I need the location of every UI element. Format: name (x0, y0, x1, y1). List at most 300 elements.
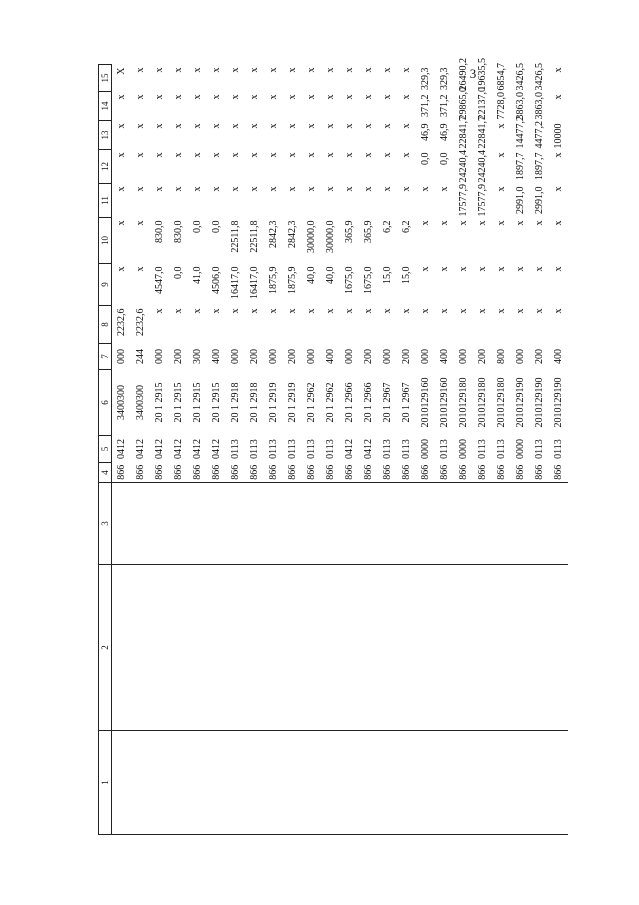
cell-col-14: x (134, 94, 146, 100)
cell-col-14: x (400, 94, 412, 100)
cell-col-10: x (476, 220, 488, 226)
cell-col-15: x (381, 67, 393, 73)
cell-col-1 (188, 731, 207, 835)
table-row (397, 65, 416, 835)
cell-col-14: x (362, 94, 374, 100)
cell-col-2 (207, 565, 226, 731)
cell-col-14: x (248, 94, 260, 100)
cell-col-4: 866 (286, 464, 298, 480)
cell-col-4: 866 (476, 464, 488, 480)
cell-col-6: 2010129180 (476, 377, 488, 428)
cell-col-1 (131, 731, 150, 835)
cell-col-12: 0,0 (438, 152, 450, 165)
cell-col-12: x (305, 152, 317, 158)
column-header-3: 3 (99, 483, 112, 565)
cell-col-11: x (419, 186, 431, 192)
cell-col-7: 200 (476, 349, 488, 364)
cell-col-10: 2842,3 (267, 220, 279, 248)
cell-col-12: 0,0 (419, 152, 431, 165)
cell-col-9: 1675,0 (362, 266, 374, 294)
table-row (549, 65, 568, 835)
cell-col-14: x (286, 94, 298, 100)
cell-col-13: x (248, 123, 260, 129)
table-row (302, 65, 321, 835)
cell-col-13: x (134, 123, 146, 129)
cell-col-7: 200 (533, 349, 545, 364)
cell-col-7: 200 (172, 349, 184, 364)
cell-col-11: x (552, 186, 564, 192)
cell-col-13: x (115, 123, 127, 129)
cell-col-10: x (552, 220, 564, 226)
cell-col-15: x (324, 67, 336, 73)
cell-col-9: 16417,0 (248, 266, 260, 299)
cell-col-14: x (172, 94, 184, 100)
rotated-table-container (98, 58, 564, 835)
cell-col-7: 200 (286, 349, 298, 364)
cell-col-14: 371,2 (438, 94, 450, 117)
cell-col-5: 0412 (153, 439, 165, 459)
cell-col-1 (207, 731, 226, 835)
cell-col-9: 15,0 (400, 266, 412, 284)
cell-col-4: 866 (400, 464, 412, 480)
cell-col-11: x (248, 186, 260, 192)
cell-col-13: 4477,2 (533, 121, 545, 149)
cell-col-14: x (267, 94, 279, 100)
cell-col-3 (416, 483, 435, 565)
cell-col-3 (454, 483, 473, 565)
cell-col-7: 000 (115, 349, 127, 364)
cell-col-12: 1897,7 (514, 152, 526, 180)
cell-col-14: x (324, 94, 336, 100)
cell-col-15: x (248, 67, 260, 73)
cell-col-3 (207, 483, 226, 565)
cell-col-14: x (381, 94, 393, 100)
cell-col-12: x (191, 152, 203, 158)
cell-col-13: x (400, 123, 412, 129)
cell-col-11: x (286, 186, 298, 192)
cell-col-3 (549, 483, 568, 565)
table-row (340, 65, 359, 835)
cell-col-12: x (267, 152, 279, 158)
cell-col-12: x (153, 152, 165, 158)
cell-col-11: x (134, 186, 146, 192)
cell-col-4: 866 (533, 464, 545, 480)
table-row (245, 65, 264, 835)
cell-col-2 (245, 565, 264, 731)
cell-col-15: x (305, 67, 317, 73)
cell-col-1 (150, 731, 169, 835)
cell-col-8: x (210, 308, 222, 314)
column-header-10: 10 (99, 218, 112, 264)
cell-col-8: x (381, 308, 393, 314)
cell-col-2 (511, 565, 530, 731)
cell-col-15: 329,3 (419, 67, 431, 90)
cell-col-6: 3400300 (134, 385, 146, 420)
cell-col-10: 6,2 (400, 220, 412, 233)
cell-col-13: x (343, 123, 355, 129)
cell-col-3 (150, 483, 169, 565)
cell-col-2 (530, 565, 549, 731)
cell-col-13: x (267, 123, 279, 129)
cell-col-4: 866 (248, 464, 260, 480)
cell-col-7: 400 (324, 349, 336, 364)
cell-col-6: 20 1 2918 (248, 382, 260, 423)
cell-col-10: 830,0 (153, 220, 165, 243)
cell-col-15: 329,3 (438, 67, 450, 90)
cell-col-8: x (552, 308, 564, 314)
cell-col-3 (397, 483, 416, 565)
cell-col-13: 46,9 (419, 123, 431, 141)
cell-col-5: 0113 (229, 439, 241, 459)
cell-col-5: 0412 (172, 439, 184, 459)
cell-col-3 (188, 483, 207, 565)
cell-col-10: 0,0 (210, 220, 222, 233)
cell-col-13: x (172, 123, 184, 129)
cell-col-6: 2010129160 (419, 377, 431, 428)
column-header-7: 7 (99, 344, 112, 370)
cell-col-15: 3426,5 (533, 63, 545, 91)
cell-col-15: x (191, 67, 203, 73)
cell-col-9: 15,0 (381, 266, 393, 284)
cell-col-15: x (229, 67, 241, 73)
cell-col-1 (454, 731, 473, 835)
cell-col-11: x (305, 186, 317, 192)
cell-col-8: 2232,6 (115, 308, 127, 336)
table-row (492, 65, 511, 835)
cell-col-11: x (400, 186, 412, 192)
cell-col-1 (416, 731, 435, 835)
cell-col-6: 20 1 2962 (305, 382, 317, 423)
cell-col-15: X (115, 67, 127, 75)
cell-col-12: x (362, 152, 374, 158)
cell-col-11: 17577,9 (457, 184, 469, 217)
table-row (321, 65, 340, 835)
cell-col-8: x (438, 308, 450, 314)
cell-col-8: x (267, 308, 279, 314)
cell-col-8: x (191, 308, 203, 314)
cell-col-10: x (514, 220, 526, 226)
cell-col-9: x (495, 266, 507, 272)
cell-col-6: 20 1 2966 (362, 382, 374, 423)
cell-col-7: 300 (191, 349, 203, 364)
cell-col-7: 200 (362, 349, 374, 364)
cell-col-2 (454, 565, 473, 731)
cell-col-5: 0113 (305, 439, 317, 459)
cell-col-8: 2232,6 (134, 308, 146, 336)
column-header-4: 4 (99, 463, 112, 483)
cell-col-6: 20 1 2967 (381, 382, 393, 423)
cell-col-11: x (381, 186, 393, 192)
cell-col-1 (321, 731, 340, 835)
cell-col-12: x (210, 152, 222, 158)
column-header-8: 8 (99, 306, 112, 344)
cell-col-9: 4506,0 (210, 266, 222, 294)
cell-col-6: 20 1 2918 (229, 382, 241, 423)
cell-col-10: 6,2 (381, 220, 393, 233)
cell-col-3 (245, 483, 264, 565)
cell-col-15: x (172, 67, 184, 73)
cell-col-14: 3863,0 (514, 92, 526, 120)
cell-col-2 (112, 565, 132, 731)
cell-col-3 (264, 483, 283, 565)
table-row (511, 65, 530, 835)
cell-col-13: x (210, 123, 222, 129)
table-row (226, 65, 245, 835)
table-row (188, 65, 207, 835)
cell-col-13: 46,9 (438, 123, 450, 141)
cell-col-7: 000 (153, 349, 165, 364)
cell-col-11: x (495, 186, 507, 192)
cell-col-7: 000 (305, 349, 317, 364)
cell-col-5: 0113 (381, 439, 393, 459)
cell-col-10: 2842,3 (286, 220, 298, 248)
table-row (530, 65, 549, 835)
cell-col-9: x (115, 266, 127, 272)
cell-col-14: x (552, 94, 564, 100)
cell-col-5: 0113 (552, 439, 564, 459)
cell-col-1 (530, 731, 549, 835)
cell-col-12: x (552, 152, 564, 158)
column-header-12: 12 (99, 150, 112, 184)
cell-col-2 (150, 565, 169, 731)
cell-col-1 (492, 731, 511, 835)
cell-col-5: 0113 (286, 439, 298, 459)
cell-col-3 (226, 483, 245, 565)
cell-col-7: 800 (495, 349, 507, 364)
cell-col-1 (511, 731, 530, 835)
cell-col-10: x (419, 220, 431, 226)
cell-col-15: 3426,5 (514, 63, 526, 91)
cell-col-13: x (286, 123, 298, 129)
cell-col-4: 866 (419, 464, 431, 480)
table-row (150, 65, 169, 835)
cell-col-4: 866 (324, 464, 336, 480)
cell-col-15: x (400, 67, 412, 73)
cell-col-4: 866 (362, 464, 374, 480)
cell-col-10: 22511,8 (248, 220, 260, 253)
cell-col-2 (359, 565, 378, 731)
cell-col-2 (283, 565, 302, 731)
table-row (473, 65, 492, 835)
table-row (283, 65, 302, 835)
cell-col-5: 0113 (438, 439, 450, 459)
cell-col-1 (264, 731, 283, 835)
cell-col-2 (435, 565, 454, 731)
cell-col-5: 0113 (400, 439, 412, 459)
cell-col-9: 0,0 (172, 266, 184, 279)
cell-col-1 (112, 731, 132, 835)
cell-col-4: 866 (191, 464, 203, 480)
cell-col-12: x (286, 152, 298, 158)
cell-col-4: 866 (343, 464, 355, 480)
cell-col-10: x (438, 220, 450, 226)
cell-col-4: 866 (305, 464, 317, 480)
cell-col-11: x (267, 186, 279, 192)
cell-col-14: 22137,0 (476, 87, 488, 120)
cell-col-9: 16417,0 (229, 266, 241, 299)
cell-col-7: 244 (134, 349, 146, 364)
cell-col-1 (359, 731, 378, 835)
cell-col-5: 0412 (191, 439, 203, 459)
column-header-15: 15 (99, 65, 112, 92)
cell-col-3 (321, 483, 340, 565)
cell-col-5: 0113 (267, 439, 279, 459)
cell-col-2 (340, 565, 359, 731)
cell-col-10: x (457, 220, 469, 226)
cell-col-15: x (362, 67, 374, 73)
cell-col-9: x (438, 266, 450, 272)
cell-col-15: 6854,7 (495, 63, 507, 91)
cell-col-3 (283, 483, 302, 565)
cell-col-14: x (229, 94, 241, 100)
cell-col-2 (397, 565, 416, 731)
cell-col-5: 0113 (495, 439, 507, 459)
header-row (99, 65, 112, 835)
cell-col-5: 0113 (533, 439, 545, 459)
cell-col-10: 30000,0 (324, 220, 336, 253)
cell-col-12: x (324, 152, 336, 158)
cell-col-12: x (134, 152, 146, 158)
cell-col-8: x (495, 308, 507, 314)
cell-col-4: 866 (172, 464, 184, 480)
cell-col-8: x (248, 308, 260, 314)
cell-col-3 (473, 483, 492, 565)
cell-col-4: 866 (210, 464, 222, 480)
cell-col-6: 2010129160 (438, 377, 450, 428)
cell-col-9: x (457, 266, 469, 272)
cell-col-9: x (419, 266, 431, 272)
cell-col-2 (416, 565, 435, 731)
cell-col-12: x (400, 152, 412, 158)
column-header-1: 1 (99, 731, 112, 835)
cell-col-2 (549, 565, 568, 731)
cell-col-15: x (153, 67, 165, 73)
cell-col-7: 000 (229, 349, 241, 364)
cell-col-5: 0000 (457, 439, 469, 459)
cell-col-4: 866 (552, 464, 564, 480)
cell-col-14: 3863,0 (533, 92, 545, 120)
cell-col-7: 400 (552, 349, 564, 364)
cell-col-4: 866 (229, 464, 241, 480)
table-row (169, 65, 188, 835)
cell-col-6: 20 1 2919 (286, 382, 298, 423)
table-row (131, 65, 150, 835)
cell-col-15: x (210, 67, 222, 73)
cell-col-8: x (286, 308, 298, 314)
cell-col-1 (397, 731, 416, 835)
cell-col-6: 2010129190 (533, 377, 545, 428)
cell-col-12: 24240,4 (457, 150, 469, 183)
cell-col-2 (321, 565, 340, 731)
cell-col-15: x (343, 67, 355, 73)
cell-col-1 (473, 731, 492, 835)
cell-col-11: x (115, 186, 127, 192)
cell-col-13: x (305, 123, 317, 129)
cell-col-15: 26490,2 (457, 58, 469, 91)
cell-col-6: 20 1 2962 (324, 382, 336, 423)
cell-col-14: x (115, 94, 127, 100)
budget-table (98, 58, 568, 835)
column-header-6: 6 (99, 370, 112, 436)
cell-col-14: 371,2 (419, 94, 431, 117)
cell-col-12: x (381, 152, 393, 158)
table-row (359, 65, 378, 835)
column-header-13: 13 (99, 121, 112, 150)
cell-col-3 (302, 483, 321, 565)
cell-col-13: 14477,2 (514, 116, 526, 149)
cell-col-8: x (343, 308, 355, 314)
cell-col-8: x (153, 308, 165, 314)
cell-col-10: x (495, 220, 507, 226)
cell-col-10: x (134, 220, 146, 226)
cell-col-13: x (153, 123, 165, 129)
cell-col-8: x (172, 308, 184, 314)
cell-col-12: x (172, 152, 184, 158)
cell-col-12: x (229, 152, 241, 158)
cell-col-3 (435, 483, 454, 565)
cell-col-13: x (229, 123, 241, 129)
cell-col-6: 20 1 2919 (267, 382, 279, 423)
table-row (112, 65, 132, 835)
cell-col-11: x (229, 186, 241, 192)
column-header-2: 2 (99, 565, 112, 731)
cell-col-13: 22841,7 (476, 116, 488, 149)
cell-col-7: 200 (248, 349, 260, 364)
cell-col-9: x (476, 266, 488, 272)
cell-col-11: x (324, 186, 336, 192)
cell-col-14: x (210, 94, 222, 100)
cell-col-9: x (514, 266, 526, 272)
cell-col-13: 22841,7 (457, 116, 469, 149)
cell-col-5: 0113 (248, 439, 260, 459)
cell-col-15: x (286, 67, 298, 73)
cell-col-6: 20 1 2915 (153, 382, 165, 423)
cell-col-12: x (495, 152, 507, 158)
column-header-14: 14 (99, 92, 112, 121)
cell-col-4: 866 (514, 464, 526, 480)
cell-col-9: x (134, 266, 146, 272)
cell-col-14: x (153, 94, 165, 100)
cell-col-14: 29865,0 (457, 87, 469, 120)
cell-col-8: x (419, 308, 431, 314)
cell-col-11: x (362, 186, 374, 192)
cell-col-1 (340, 731, 359, 835)
cell-col-6: 2010129190 (514, 377, 526, 428)
cell-col-13: x (381, 123, 393, 129)
cell-col-5: 0000 (514, 439, 526, 459)
cell-col-10: 365,9 (362, 220, 374, 243)
cell-col-10: 0,0 (191, 220, 203, 233)
page-number: 3 (469, 66, 477, 81)
cell-col-15: x (552, 67, 564, 73)
cell-col-8: x (476, 308, 488, 314)
cell-col-11: x (210, 186, 222, 192)
cell-col-8: x (362, 308, 374, 314)
cell-col-10: x (115, 220, 127, 226)
cell-col-5: 0113 (324, 439, 336, 459)
cell-col-7: 000 (381, 349, 393, 364)
cell-col-13: x (362, 123, 374, 129)
table-row (416, 65, 435, 835)
cell-col-14: 7728,0 (495, 92, 507, 120)
table-row (207, 65, 226, 835)
cell-col-6: 20 1 2915 (172, 382, 184, 423)
cell-col-6: 3400300 (115, 385, 127, 420)
cell-col-8: x (514, 308, 526, 314)
cell-col-3 (340, 483, 359, 565)
cell-col-7: 200 (400, 349, 412, 364)
cell-col-9: x (533, 266, 545, 272)
